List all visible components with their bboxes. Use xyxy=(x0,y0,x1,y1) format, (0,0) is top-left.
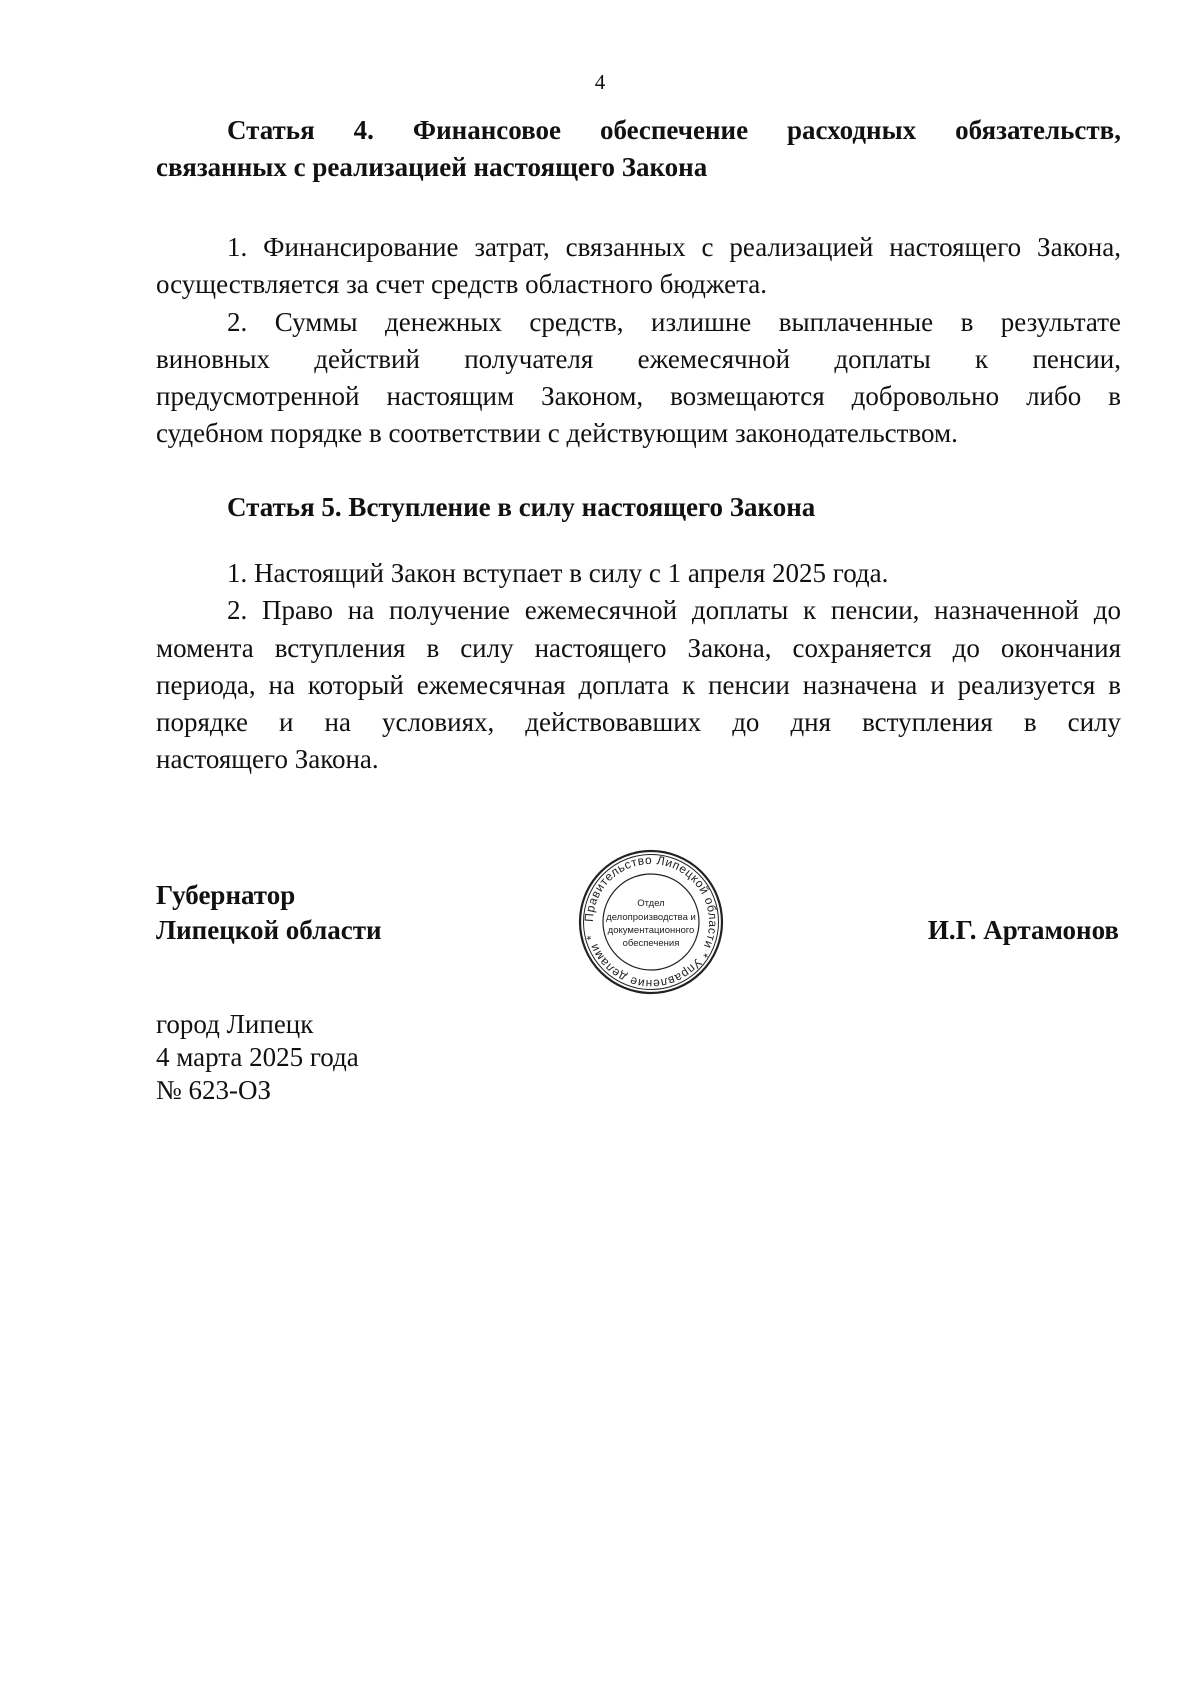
law-number: № 623-ОЗ xyxy=(156,1075,272,1105)
signatory-title xyxy=(156,878,382,948)
page-number: 4 xyxy=(594,70,606,94)
law-date: 4 марта 2025 года xyxy=(156,1042,359,1072)
signatory-name: И.Г. Артамонов xyxy=(927,915,1119,945)
article-4-para-2-line-3: предусмотренной настоящим Законом, возмещаются добровольно либо в xyxy=(156,381,1121,412)
article-4-para-2-line-4: судебном порядке в соответствии с действующим законодательством. xyxy=(156,418,958,449)
seal-center-line-4: обеспечения xyxy=(622,938,680,949)
place-date-number xyxy=(156,1008,359,1107)
city: город Липецк xyxy=(156,1009,314,1039)
article-4-para-1-line-2: осуществляется за счет средств областного бюджета. xyxy=(156,269,767,300)
seal-center-line-2: делопроизводства и xyxy=(606,912,696,923)
article-4-para-1-line-1: 1. Финансирование затрат, связанных с реализацией настоящего Закона, xyxy=(227,232,1121,262)
seal-center-line-3: документационного xyxy=(607,925,695,936)
article-5-para-2-line-4: порядке и на условиях, действовавших до дня вступления в силу xyxy=(156,707,1121,738)
article-5-body xyxy=(156,555,1121,779)
article-4-heading xyxy=(156,112,1121,187)
article-5-heading-block xyxy=(156,489,1121,526)
seal-ring-text: Правительство Липецкой области * Управление делами * xyxy=(581,852,721,992)
article-5-para-2-line-5: настоящего Закона. xyxy=(156,744,379,775)
seal-center-line-1: Отдел xyxy=(637,898,665,909)
article-5-para-2-line-2: момента вступления в силу настоящего Закона, сохраняется до окончания xyxy=(156,632,1121,663)
article-4-heading-line-2: связанных с реализацией настоящего Закона xyxy=(156,152,708,183)
article-4-para-2-line-1: 2. Суммы денежных средств, излишне выплаченные в результате xyxy=(227,306,1121,337)
signatory-title-line-2: Липецкой области xyxy=(156,915,382,945)
official-seal xyxy=(577,848,725,996)
article-4-heading-line-1: Статья 4. Финансовое обеспечение расходных обязательств, xyxy=(227,115,1121,145)
signatory-title-line-1: Губернатор xyxy=(156,880,296,910)
article-5-para-2-line-1: 2. Право на получение ежемесячной доплаты к пенсии, назначенной до xyxy=(227,595,1121,626)
article-4-body xyxy=(156,229,1121,453)
article-5-para-1: 1. Настоящий Закон вступает в силу с 1 апреля 2025 года. xyxy=(227,558,889,588)
article-5-para-2-line-3: периода, на который ежемесячная доплата к пенсии назначена и реализуется в xyxy=(156,669,1121,700)
article-4-para-2-line-2: виновных действий получателя ежемесячной доплаты к пенсии, xyxy=(156,343,1121,374)
article-5-heading: Статья 5. Вступление в силу настоящего Закона xyxy=(227,492,816,522)
